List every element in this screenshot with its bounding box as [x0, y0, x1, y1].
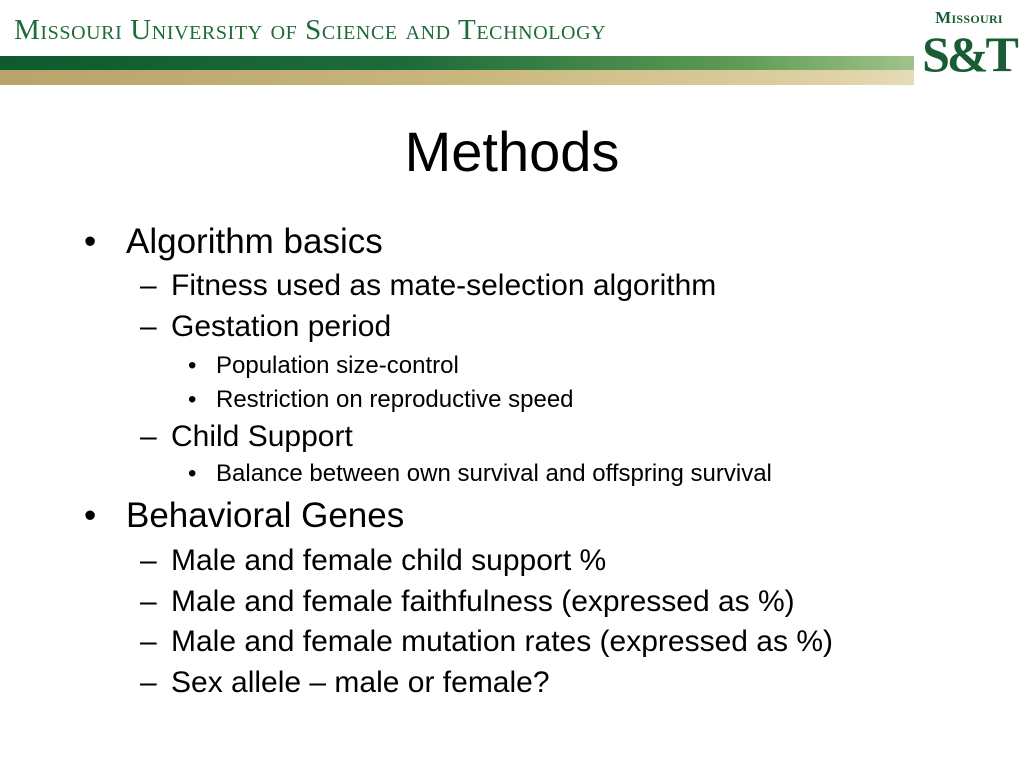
list-item-text: Population size-control — [216, 352, 459, 379]
list-item-text: Male and female faithfulness (expressed as %) — [171, 585, 795, 618]
dash-marker: – — [140, 420, 157, 453]
dash-marker: – — [140, 310, 157, 343]
dash-marker: – — [140, 544, 157, 577]
list-item-text: Balance between own survival and offspring survival — [216, 460, 772, 487]
bullet-marker: • — [84, 496, 97, 535]
bullet-marker: • — [188, 352, 197, 379]
list-item-text: Algorithm basics — [126, 222, 383, 261]
list-item-text: Child Support — [171, 420, 353, 453]
list-item-text: Restriction on reproductive speed — [216, 386, 574, 413]
dash-marker: – — [140, 666, 157, 699]
list-item-text: Gestation period — [171, 310, 392, 343]
bullet-marker: • — [188, 460, 197, 487]
list-item-text: Fitness used as mate-selection algorithm — [171, 269, 717, 302]
logo-main-text: S&T — [922, 26, 1016, 82]
bullet-marker: • — [188, 386, 197, 413]
slide-title: Methods — [404, 120, 620, 183]
list-item-text: Sex allele – male or female? — [171, 666, 550, 699]
dash-marker: – — [140, 625, 157, 658]
list-item-text: Male and female child support % — [171, 544, 607, 577]
dash-marker: – — [140, 585, 157, 618]
list-item-text: Behavioral Genes — [126, 496, 405, 535]
bullet-marker: • — [84, 222, 97, 261]
list-item-text: Male and female mutation rates (expressed as %) — [171, 625, 833, 658]
university-name: Missouri University of Science and Technology — [14, 14, 607, 46]
dash-marker: – — [140, 269, 157, 302]
logo-top-text: Missouri — [935, 8, 1003, 27]
